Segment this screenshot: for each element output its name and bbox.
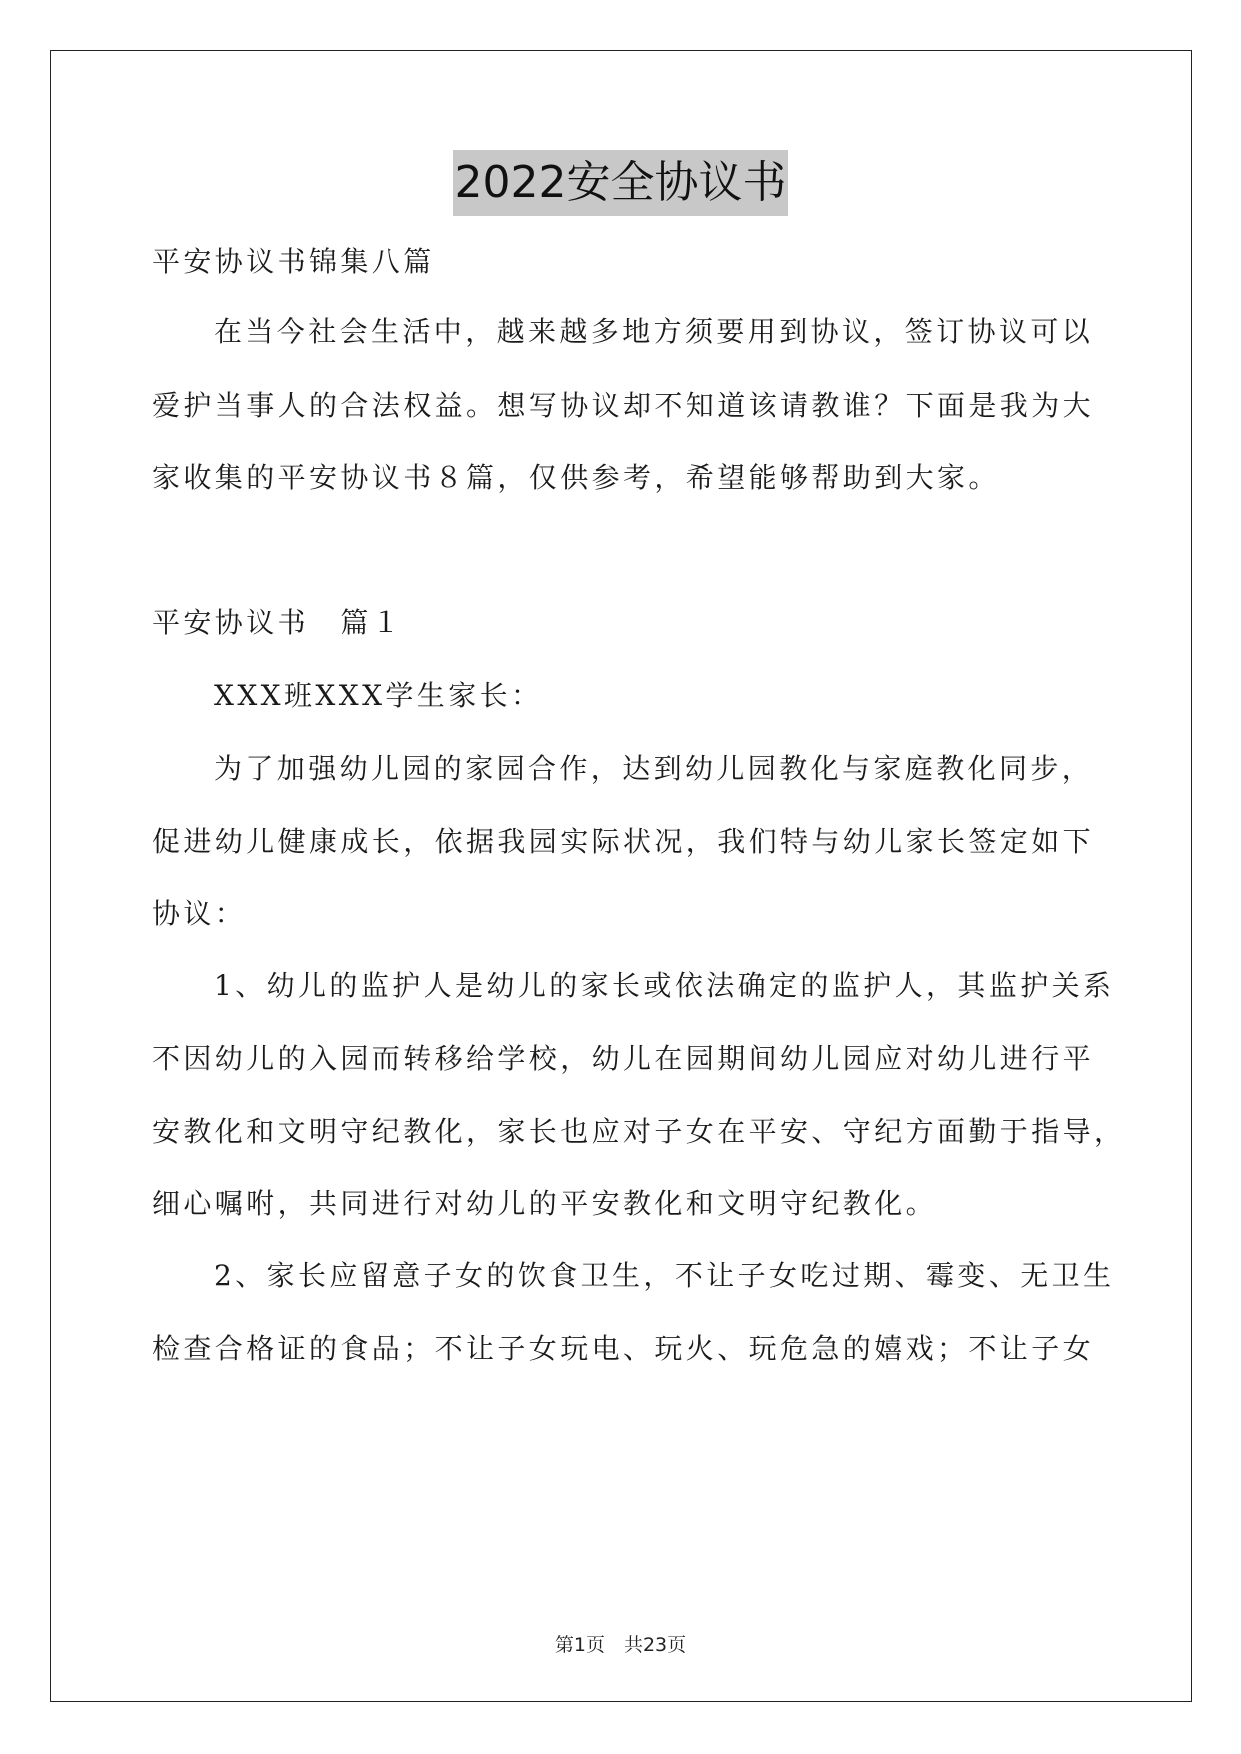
paragraph-line: 在当今社会生活中，越来越多地方须要用到协议，签订协议可以 <box>214 315 1094 348</box>
page-number-footer: 第1页 共23页 <box>554 1634 687 1656</box>
paragraph-line: 为了加强幼儿园的家园合作，达到幼儿园教化与家庭教化同步， <box>214 752 1094 785</box>
paragraph-line: 1、幼儿的监护人是幼儿的家长或依法确定的监护人，其监护关系 <box>214 969 1115 1002</box>
paragraph-line: 协议： <box>152 897 247 930</box>
paragraph-line: 安教化和文明守纪教化，家长也应对子女在平安、守纪方面勤于指导， <box>152 1115 1126 1148</box>
title-container <box>0 150 1241 216</box>
salutation-line: XXX班XXX学生家长： <box>214 679 543 712</box>
paragraph-line: 家收集的平安协议书８篇，仅供参考，希望能够帮助到大家。 <box>152 461 1000 494</box>
paragraph-line: 细心嘱咐，共同进行对幼儿的平安教化和文明守纪教化。 <box>152 1187 938 1220</box>
paragraph-line: 不因幼儿的入园而转移给学校，幼儿在园期间幼儿园应对幼儿进行平 <box>152 1042 1095 1075</box>
section-heading: 平安协议书 篇１ <box>152 606 404 639</box>
paragraph-line: 检查合格证的食品；不让子女玩电、玩火、玩危急的嬉戏；不让子女 <box>152 1332 1095 1365</box>
paragraph-line: 2、家长应留意子女的饮食卫生，不让子女吃过期、霉变、无卫生 <box>214 1259 1115 1292</box>
paragraph-line: 爱护当事人的合法权益。想写协议却不知道该请教谁？下面是我为大 <box>152 389 1095 422</box>
document-title: 2022安全协议书 <box>453 150 789 216</box>
subtitle-line: 平安协议书锦集八篇 <box>152 245 435 278</box>
page-border <box>50 50 1192 1702</box>
paragraph-line: 促进幼儿健康成长，依据我园实际状况，我们特与幼儿家长签定如下 <box>152 825 1095 858</box>
